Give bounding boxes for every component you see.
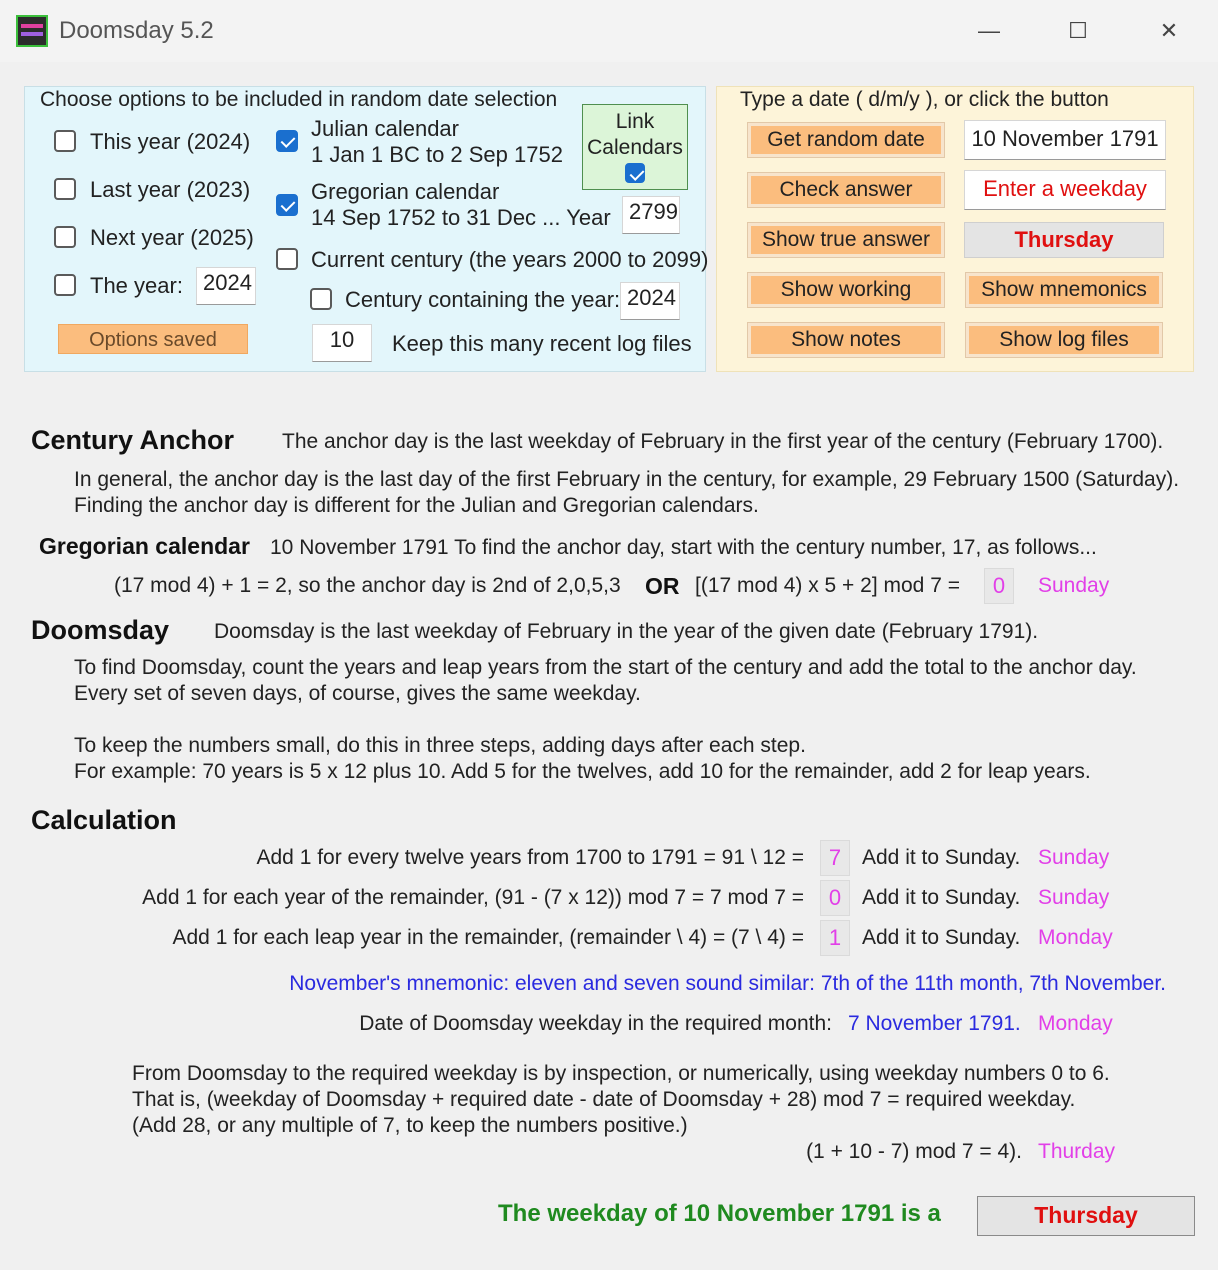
gregorian-heading: Gregorian calendar xyxy=(39,533,250,559)
show-notes-button[interactable]: Show notes xyxy=(748,323,944,357)
show-log-files-button[interactable]: Show log files xyxy=(966,323,1162,357)
this-year-checkbox[interactable] xyxy=(54,130,76,152)
month-mnemonic: November's mnemonic: eleven and seven sound similar: 7th of the 11th month, 7th November. xyxy=(289,972,1166,995)
doomsday-heading: Doomsday xyxy=(31,615,170,645)
last-year-checkbox[interactable] xyxy=(54,178,76,200)
century-anchor-heading: Century Anchor xyxy=(31,425,235,455)
anchor-formula-a: (17 mod 4) + 1 = 2, so the anchor day is 2nd of 2,0,5,3 xyxy=(114,574,621,597)
gregorian-text: 10 November 1791 To find the anchor day, start with the century number, 17, as follows... xyxy=(270,536,1097,559)
gregorian-year-input[interactable]: 2799 xyxy=(622,196,680,234)
calculation-heading: Calculation xyxy=(31,805,177,835)
current-century-checkbox[interactable] xyxy=(276,248,298,270)
calc-row-2-day: Sunday xyxy=(1038,886,1110,909)
doomsday-month-day: Monday xyxy=(1038,1012,1113,1035)
century-containing-label: Century containing the year: xyxy=(345,287,621,312)
gregorian-checkbox[interactable] xyxy=(276,194,298,216)
maximize-icon: ☐ xyxy=(1068,18,1088,43)
close-icon: ✕ xyxy=(1159,18,1179,43)
gregorian-label: Gregorian calendar xyxy=(311,179,500,204)
log-files-label: Keep this many recent log files xyxy=(392,331,692,356)
close-button[interactable] xyxy=(1146,8,1192,54)
explanation-line1: From Doomsday to the required weekday is by inspection, or numerically, using weekday numbers 0 to 6. xyxy=(132,1062,1110,1085)
show-mnemonics-button[interactable]: Show mnemonics xyxy=(966,273,1162,307)
date-input[interactable]: 10 November 1791 xyxy=(964,120,1166,160)
calc-row-1-value: 7 xyxy=(820,840,850,876)
calc-row-2-value: 0 xyxy=(820,880,850,916)
show-true-answer-button[interactable]: Show true answer xyxy=(748,223,944,257)
options-saved-button[interactable]: Options saved xyxy=(58,324,248,354)
century-year-input[interactable]: 2024 xyxy=(620,282,680,320)
century-containing-checkbox[interactable] xyxy=(310,288,332,310)
final-formula: (1 + 10 - 7) mod 7 = 4). xyxy=(806,1140,1022,1163)
final-formula-day: Thurday xyxy=(1038,1140,1116,1163)
current-century-label: Current century (the years 2000 to 2099) xyxy=(311,247,709,272)
minimize-icon: — xyxy=(978,18,1000,43)
link-calendars-label-1: Link xyxy=(615,110,655,133)
anchor-day: Sunday xyxy=(1038,574,1110,597)
app-icon xyxy=(16,15,48,47)
calc-row-3-day: Monday xyxy=(1038,926,1113,949)
next-year-checkbox[interactable] xyxy=(54,226,76,248)
log-files-count-input[interactable]: 10 xyxy=(312,324,372,362)
calc-row-1-text: Add 1 for every twelve years from 1700 to 1791 = 91 \ 12 = xyxy=(256,846,804,869)
doomsday-month-label: Date of Doomsday weekday in the required month: xyxy=(359,1012,832,1035)
doomsday-line2: Every set of seven days, of course, gives the same weekday. xyxy=(74,682,641,705)
century-anchor-line1: In general, the anchor day is the last day of the first February in the century, for example, 29 February 1500 (Saturday). xyxy=(74,468,1180,491)
result-weekday: Thursday xyxy=(977,1196,1195,1236)
window-title: Doomsday 5.2 xyxy=(59,17,214,44)
link-calendars-label-2: Calendars xyxy=(587,136,683,159)
calc-row-2-add: Add it to Sunday. xyxy=(862,886,1021,909)
next-year-label: Next year (2025) xyxy=(90,225,254,250)
anchor-or: OR xyxy=(645,573,680,599)
explanation-line2: That is, (weekday of Doomsday + required date - date of Doomsday + 28) mod 7 = required weekday. xyxy=(132,1088,1076,1111)
show-working-button[interactable]: Show working xyxy=(748,273,944,307)
doomsday-month-date: 7 November 1791. xyxy=(848,1012,1021,1035)
options-legend: Choose options to be included in random date selection xyxy=(40,88,558,111)
the-year-input[interactable]: 2024 xyxy=(196,267,256,305)
link-calendars-checkbox[interactable] xyxy=(582,104,688,190)
century-anchor-intro: The anchor day is the last weekday of February in the first year of the century (February 1700). xyxy=(282,430,1164,453)
calc-row-1-day: Sunday xyxy=(1038,846,1110,869)
true-answer-display: Thursday xyxy=(964,222,1164,258)
calc-row-3-value: 1 xyxy=(820,920,850,956)
doomsday-intro: Doomsday is the last weekday of February in the year of the given date (February 1791). xyxy=(214,620,1039,643)
julian-checkbox[interactable] xyxy=(276,130,298,152)
doomsday-line1: To find Doomsday, count the years and leap years from the start of the century and add the total to the anchor day. xyxy=(74,656,1137,679)
check-answer-button[interactable]: Check answer xyxy=(748,173,944,207)
calc-row-2-text: Add 1 for each year of the remainder, (91 - (7 x 12)) mod 7 = 7 mod 7 = xyxy=(142,886,804,909)
this-year-label: This year (2024) xyxy=(90,129,251,154)
title-bar xyxy=(0,0,1218,62)
last-year-label: Last year (2023) xyxy=(90,177,251,202)
maximize-button[interactable] xyxy=(1055,8,1101,54)
the-year-label: The year: xyxy=(90,273,183,298)
weekday-input[interactable]: Enter a weekday xyxy=(964,170,1166,210)
doomsday-line3: To keep the numbers small, do this in three steps, adding days after each step. xyxy=(74,734,806,757)
minimize-button[interactable] xyxy=(966,8,1012,54)
anchor-formula-b: [(17 mod 4) x 5 + 2] mod 7 = xyxy=(695,574,960,597)
the-year-checkbox[interactable] xyxy=(54,274,76,296)
century-anchor-line2: Finding the anchor day is different for the Julian and Gregorian calendars. xyxy=(74,494,759,517)
gregorian-range: 14 Sep 1752 to 31 Dec ... Year xyxy=(311,205,611,230)
julian-label: Julian calendar xyxy=(311,116,459,141)
get-random-date-button[interactable]: Get random date xyxy=(748,123,944,157)
explanation-line3: (Add 28, or any multiple of 7, to keep the numbers positive.) xyxy=(132,1114,688,1137)
doomsday-line4: For example: 70 years is 5 x 12 plus 10. Add 5 for the twelves, add 10 for the remainder, add 2 for leap years. xyxy=(74,760,1091,783)
date-legend: Type a date ( d/m/y ), or click the button xyxy=(740,88,1109,111)
link-calendars-check[interactable] xyxy=(625,163,645,183)
calc-row-3-text: Add 1 for each leap year in the remainder, (remainder \ 4) = (7 \ 4) = xyxy=(172,926,804,949)
result-text: The weekday of 10 November 1791 is a xyxy=(498,1200,941,1227)
calc-row-3-add: Add it to Sunday. xyxy=(862,926,1021,949)
calc-row-1-add: Add it to Sunday. xyxy=(862,846,1021,869)
julian-range: 1 Jan 1 BC to 2 Sep 1752 xyxy=(311,142,563,167)
anchor-value: 0 xyxy=(984,568,1014,604)
